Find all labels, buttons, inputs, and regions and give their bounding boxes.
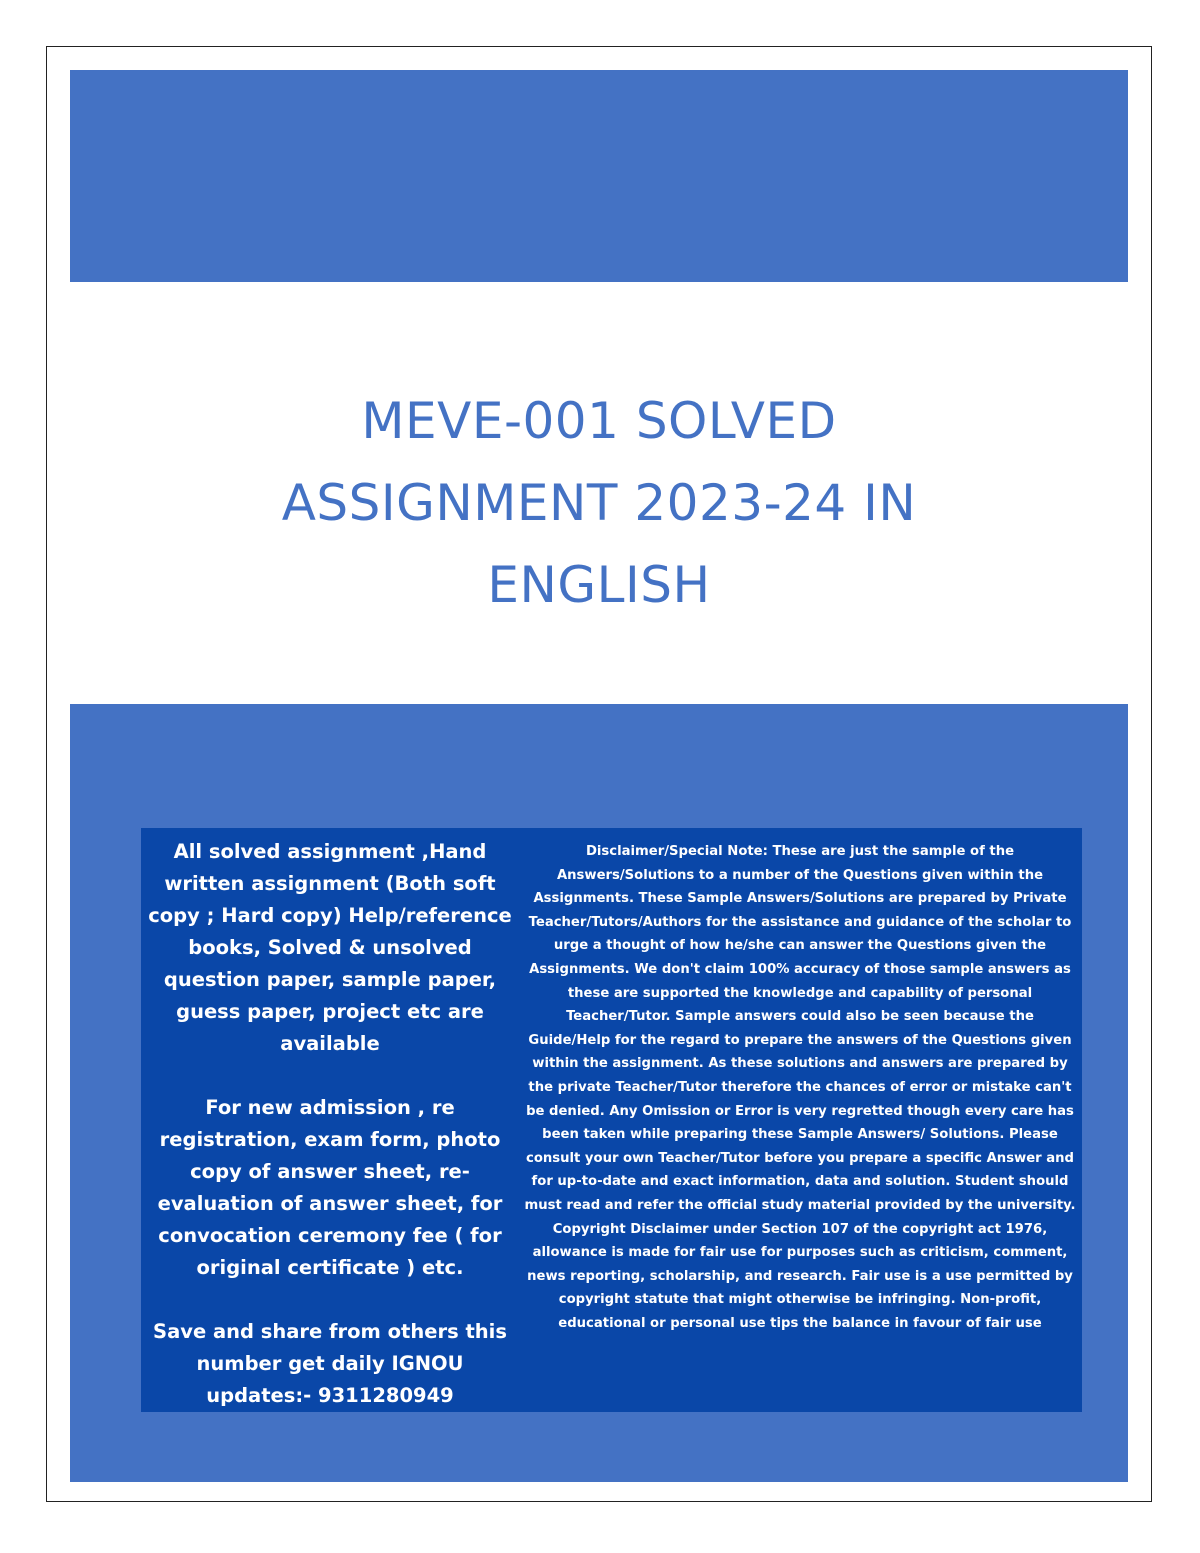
disclaimer-column [523, 840, 1077, 1335]
contact-text: Save and share from others this number get daily IGNOU updates:- 9311280949 [153, 1320, 507, 1407]
info-box [141, 828, 1082, 1412]
disclaimer-text: Disclaimer/Special Note: These are just the sample of the Answers/Solutions to a number of the Questions given within the Assignments. These Sample Answers/Solutions are prepared by Private Teacher/Tutors/Authors for the assistance and guidance of the scholar to urge a thought of how he/she can answer the Questions given the Assignments. We don't claim 100% accuracy of those sample answers as these are supported the knowledge and capability of personal Teacher/Tutor. Sample answers could also be seen because the Guide/Help for the regard to prepare the answers of the Questions given within the assignment. As these solutions and answers are prepared by the private Teacher/Tutor therefore the chances of error or mistake can't be denied. Any Omission or Error is very regretted though every care has been taken while preparing these Sample Answers/ Solutions. Please consult your own Teacher/Tutor before you prepare a specific Answer and for up-to-date and exact information, data and solution. Student should must read and refer the official study material provided by the university. [524, 844, 1076, 1213]
copyright-text: Copyright Disclaimer under Section 107 of the copyright act 1976, allowance is made for fair use for purposes such as criticism, comment, news reporting, scholarship, and research. Fair use is a use permitted by copyright statute that might otherwise be infringing. Non-profit, educational or personal use tips the balance in favour of fair use [527, 1221, 1073, 1331]
title-line-2: ASSIGNMENT 2023-24 IN [281, 474, 917, 532]
page-title [70, 380, 1128, 626]
services-text: All solved assignment ,Hand written assignment (Both soft copy ; Hard copy) Help/reference books, Solved & unsolved question paper, sample paper, guess paper, project etc are available [148, 840, 512, 1055]
services-column [141, 836, 519, 1412]
title-line-1: MEVE-001 SOLVED [361, 392, 837, 450]
top-banner [70, 70, 1128, 282]
admission-text: For new admission , re registration, exam form, photo copy of answer sheet, re-evaluation of answer sheet, for convocation ceremony fee ( for original certificate ) etc. [157, 1096, 503, 1279]
title-line-3: ENGLISH [487, 556, 711, 614]
